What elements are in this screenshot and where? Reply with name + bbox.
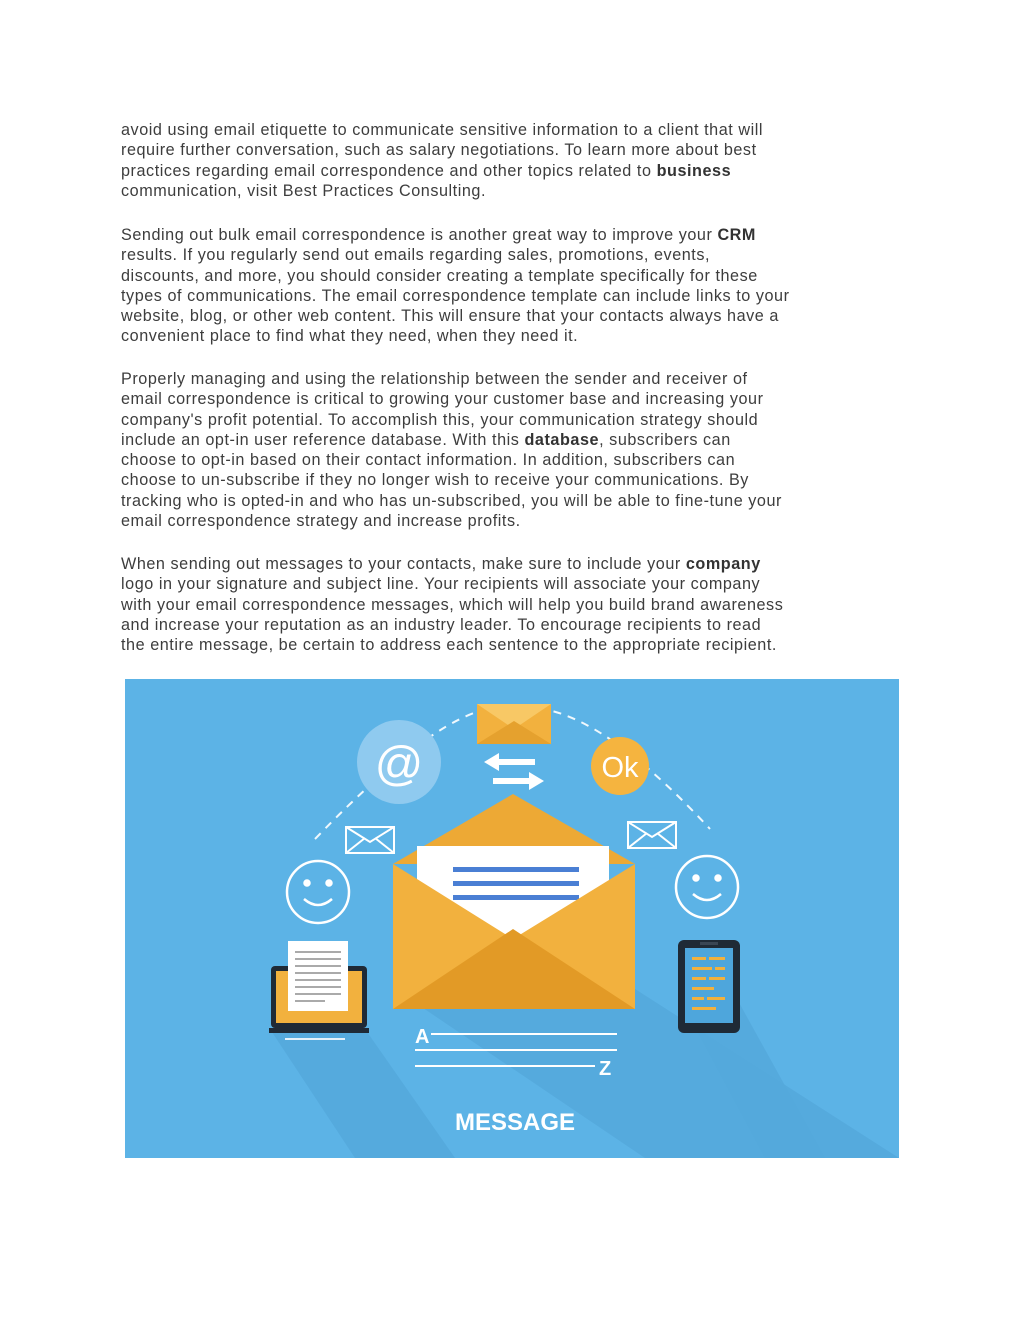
line: avoid using email etiquette to communicate sensitive information to a client that will: [121, 121, 764, 139]
line: When sending out messages to your contacts, make sure to include your company: [121, 555, 761, 573]
bold-keyword: CRM: [717, 226, 756, 244]
line: logo in your signature and subject line. Your recipients will associate your company: [121, 575, 761, 594]
line: website, blog, or other web content. This will ensure that your contacts always have a: [121, 307, 779, 326]
line: discounts, and more, you should consider creating a template specifically for these: [121, 266, 758, 285]
line: Sending out bulk email correspondence is another great way to improve your CRM: [121, 226, 756, 244]
line: types of communications. The email correspondence template can include links to your: [121, 286, 790, 305]
line: include an opt-in user reference database. With this database, subscribers can: [121, 430, 731, 449]
line: require further conversation, such as salary negotiations. To learn more about best: [121, 141, 757, 160]
line: choose to opt-in based on their contact information. In addition, subscribers can: [121, 451, 736, 470]
paragraph-3: [121, 369, 911, 531]
line: email correspondence is critical to growing your customer base and increasing your: [121, 390, 764, 409]
line: tracking who is opted-in and who has un-subscribed, you will be able to fine-tune your: [121, 491, 782, 510]
paragraph-2: [121, 225, 911, 347]
line: results. If you regularly send out emails regarding sales, promotions, events,: [121, 246, 711, 265]
line: practices regarding email correspondence and other topics related to business: [121, 161, 732, 180]
letter-z: Z: [599, 1058, 612, 1080]
bold-keyword: company: [685, 555, 761, 573]
line: email correspondence strategy and increase profits.: [121, 512, 521, 531]
bold-keyword: business: [656, 161, 732, 180]
line: and increase your reputation as an industry leader. To encourage recipients to read: [121, 615, 762, 634]
line: the entire message, be certain to address each sentence to the appropriate recipient.: [121, 636, 777, 655]
letter-a: A: [415, 1026, 430, 1048]
top-envelope-icon: [477, 704, 551, 744]
line: convenient place to find what they need, when they need it.: [121, 327, 579, 346]
email-marketing-illustration: [125, 679, 899, 1158]
at-symbol-icon: [357, 720, 441, 804]
at-symbol: @: [374, 738, 424, 791]
line: with your email correspondence messages, which will help you build brand awareness: [121, 595, 784, 614]
paragraph-4: [121, 554, 911, 655]
line: Properly managing and using the relationship between the sender and receiver of: [121, 370, 748, 388]
ok-label: Ok: [601, 752, 639, 784]
line: company's profit potential. To accomplish this, your communication strategy should: [121, 410, 759, 429]
message-caption: MESSAGE: [454, 1109, 576, 1136]
bold-keyword: database: [524, 430, 600, 449]
ok-badge-icon: [591, 737, 649, 795]
paragraph-1: [121, 120, 911, 201]
line: choose to un-subscribe if they no longer wish to receive your communications. By: [121, 471, 749, 490]
line: communication, visit Best Practices Consulting.: [121, 181, 487, 200]
smartphone-icon: [678, 940, 740, 1033]
